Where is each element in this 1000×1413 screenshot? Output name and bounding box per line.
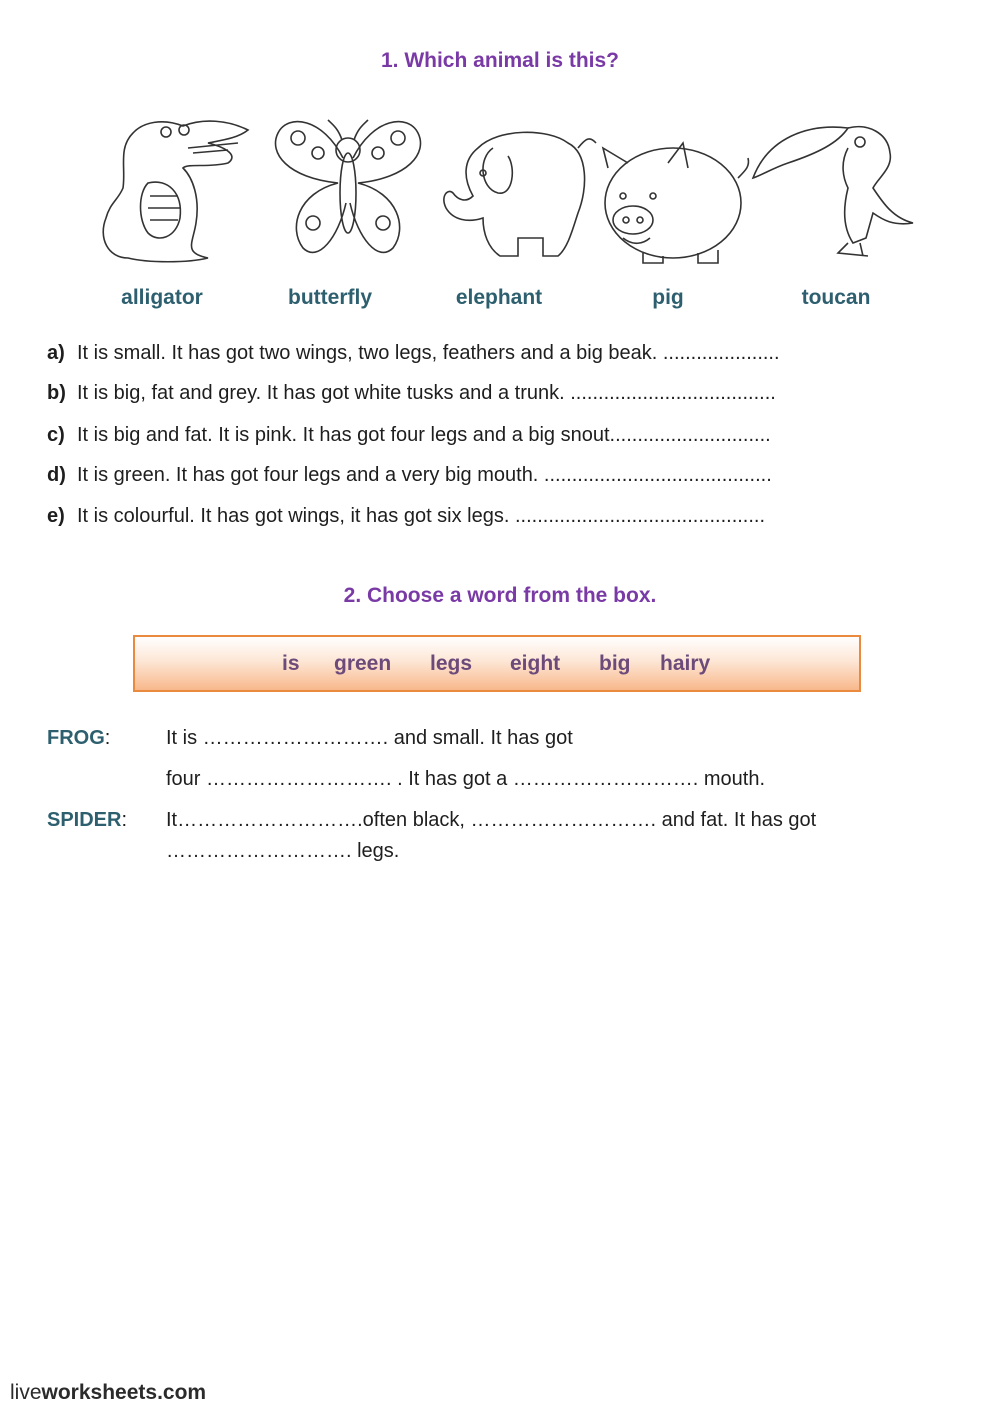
clue-c <box>47 424 927 447</box>
spider-label <box>47 809 127 832</box>
animal-label-toucan: toucan <box>801 286 871 309</box>
clue-b <box>47 382 927 405</box>
spider-line-1[interactable]: It……………………….often black, ………………………. and fat. It has got <box>166 809 817 831</box>
clue-a <box>47 342 927 365</box>
word-option: legs <box>430 652 473 675</box>
animal-label-alligator: alligator <box>121 286 203 309</box>
clue-letter: b) <box>47 382 66 404</box>
frog-line-2[interactable]: four ………………………. . It has got a ………………………. mouth. <box>166 768 766 790</box>
butterfly-illustration <box>276 120 421 252</box>
footer-brand: worksheets.com <box>41 1381 207 1404</box>
word-option: eight <box>510 652 561 675</box>
clue-text[interactable]: It is green. It has got four legs and a very big mouth. ......................................... <box>77 464 772 486</box>
footer-logo <box>10 1381 206 1405</box>
frog-name: FROG <box>47 727 105 749</box>
frog-colon: : <box>104 727 111 749</box>
frog-label <box>47 727 110 750</box>
alligator-illustration <box>103 121 248 262</box>
toucan-illustration <box>753 127 913 256</box>
word-option: green <box>334 652 392 675</box>
clue-letter: e) <box>47 505 65 527</box>
footer-prefix: live <box>10 1381 42 1404</box>
word-option: hairy <box>660 652 711 675</box>
animal-label-pig: pig <box>652 286 684 309</box>
clue-d <box>47 464 927 487</box>
frog-line-1[interactable]: It is ………………………. and small. It has got <box>166 727 573 749</box>
elephant-illustration <box>444 132 596 256</box>
clue-letter: a) <box>47 342 65 364</box>
word-box <box>133 635 861 692</box>
animal-label-butterfly: butterfly <box>288 286 372 309</box>
word-option: big <box>599 652 631 675</box>
section-2-heading: 2. Choose a word from the box. <box>343 584 657 607</box>
clue-text[interactable]: It is small. It has got two wings, two legs, feathers and a big beak. ..................... <box>77 342 780 364</box>
animal-label-elephant: elephant <box>455 286 543 309</box>
clue-e <box>47 505 927 528</box>
clue-text[interactable]: It is big and fat. It is pink. It has got four legs and a big snout............................. <box>77 424 771 446</box>
clue-text[interactable]: It is colourful. It has got wings, it has got six legs. ............................................. <box>77 505 766 527</box>
spider-colon: : <box>121 809 128 831</box>
pig-illustration <box>603 143 749 263</box>
clue-letter: c) <box>47 424 65 446</box>
clue-text[interactable]: It is big, fat and grey. It has got white tusks and a trunk. ..................................... <box>77 382 776 404</box>
clue-letter: d) <box>47 464 66 486</box>
word-option: is <box>282 652 300 675</box>
animal-illustrations <box>88 108 918 268</box>
spider-name: SPIDER <box>47 809 122 831</box>
section-1-heading: 1. Which animal is this? <box>380 49 620 72</box>
spider-line-2[interactable]: ………………………. legs. <box>166 840 400 862</box>
